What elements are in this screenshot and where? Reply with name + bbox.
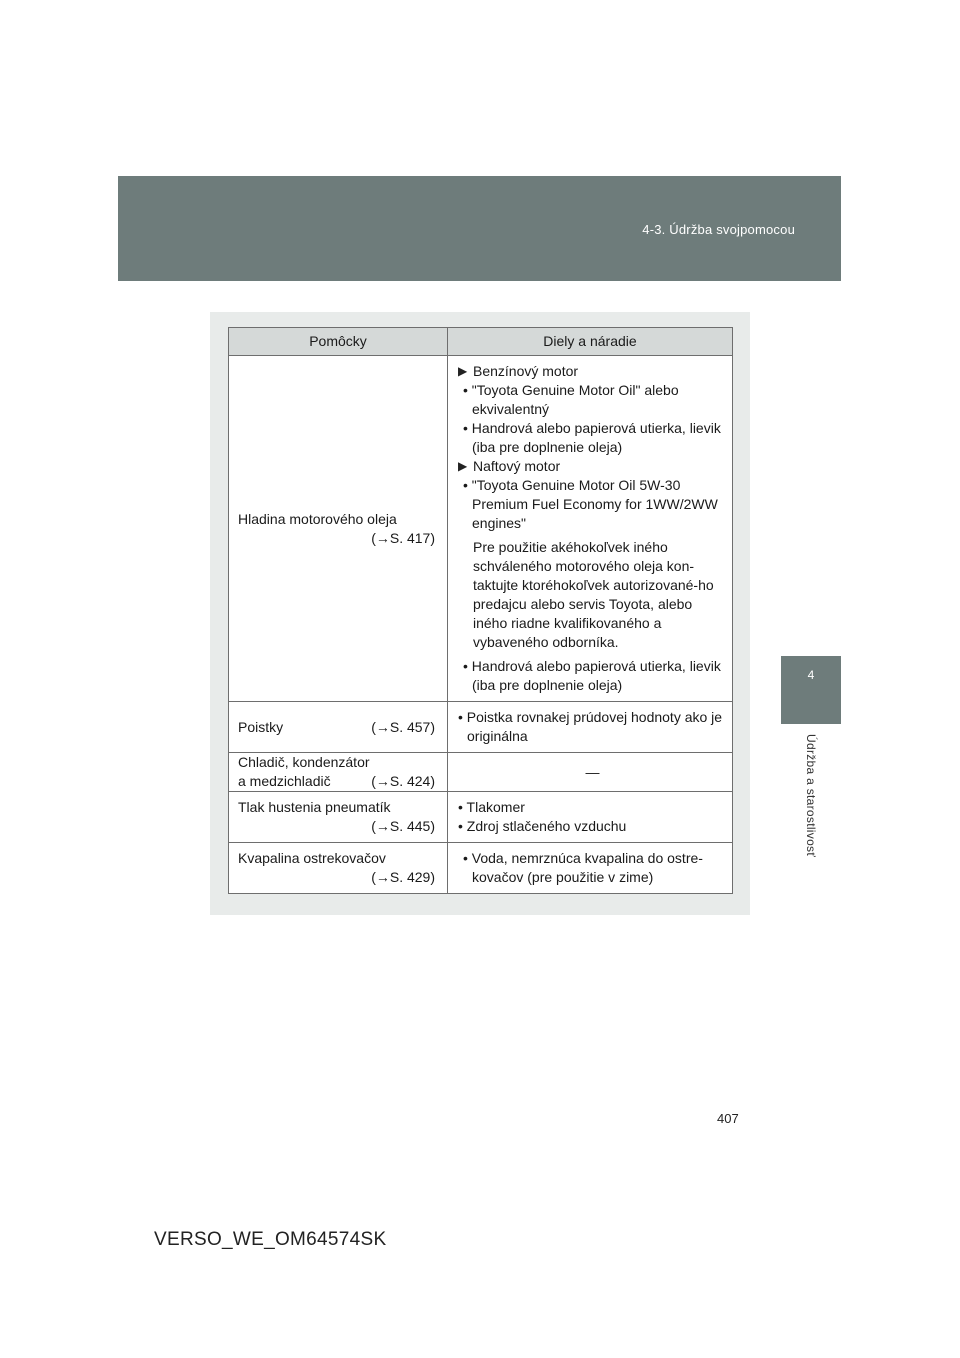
item-label: Kvapalina ostrekovačov	[238, 850, 386, 866]
petrol-engine-title: Benzínový motor	[473, 363, 579, 379]
chapter-label-vertical	[804, 734, 820, 874]
chapter-number: 4	[807, 668, 815, 682]
list-item: • Voda, nemrznúca kvapalina do ostre-kovačov (pre použitie v zime)	[463, 850, 703, 885]
maintenance-tools-table	[228, 327, 733, 894]
table-header-row	[229, 328, 733, 356]
chapter-tab	[781, 656, 841, 724]
cell-item-engine-oil	[229, 356, 448, 702]
cell-item-radiator	[229, 753, 448, 792]
diesel-engine-heading	[458, 457, 727, 476]
page-reference: (→S. 429)	[371, 869, 435, 885]
col-header-tools: Pomôcky	[229, 328, 448, 356]
item-label: Hladina motorového oleja	[238, 510, 397, 527]
cell-parts-fuses	[448, 702, 733, 753]
list-item: • Zdroj stlačeného vzduchu	[458, 818, 627, 834]
document-code: VERSO_WE_OM64574SK	[154, 1229, 387, 1250]
list-item: • Poistka rovnakej prúdovej hodnoty ako je originálna	[458, 709, 723, 744]
list-item: • "Toyota Genuine Motor Oil 5W-30 Premium Fuel Economy for 1WW/2WW engines"	[463, 477, 718, 531]
diesel-engine-title: Naftový motor	[473, 458, 561, 474]
list-item: • "Toyota Genuine Motor Oil" alebo ekvivalentný	[463, 382, 679, 417]
page-reference: (→S. 445)	[371, 818, 435, 834]
diesel-note: Pre použitie akéhokoľvek iného schváleného motorového oleja kon-taktujte ktoréhokoľvek autorizované-ho predajcu alebo servis Toyota, alebo iného riadne kvalifikovaného a vybaveného odborníka.	[473, 539, 714, 650]
cell-item-tire-pressure	[229, 792, 448, 843]
section-title: 4-3. Údržba svojpomocou	[642, 222, 795, 237]
table-row-washer-fluid	[229, 843, 733, 894]
page-number: 407	[717, 1111, 739, 1126]
triangle-bullet-icon: ▶	[458, 364, 468, 378]
petrol-engine-heading	[458, 362, 727, 381]
cell-parts-engine-oil	[448, 356, 733, 702]
list-item: • Handrová alebo papierová utierka, lievik (iba pre doplnenie oleja)	[463, 658, 721, 693]
page-reference: (→S. 424)	[371, 773, 435, 789]
item-label: Tlak hustenia pneumatík	[238, 799, 391, 815]
cell-parts-washer-fluid	[448, 843, 733, 894]
chapter-label: Údržba a starostlivosť	[804, 734, 818, 858]
cell-item-washer-fluid	[229, 843, 448, 894]
cell-item-fuses	[229, 702, 448, 753]
page-reference: (→S. 457)	[371, 718, 435, 735]
triangle-bullet-icon: ▶	[458, 459, 468, 473]
cell-parts-tire-pressure	[448, 792, 733, 843]
page-reference: (→S. 417)	[371, 529, 435, 546]
item-label-line2: a medzichladič	[238, 773, 331, 789]
item-label: Chladič, kondenzátor	[238, 754, 370, 770]
list-item: • Tlakomer	[458, 799, 525, 815]
list-item: • Handrová alebo papierová utierka, lievik (iba pre doplnenie oleja)	[463, 420, 721, 455]
header-band	[118, 176, 841, 281]
table-row-radiator	[229, 753, 733, 792]
table-row-fuses	[229, 702, 733, 753]
col-header-parts: Diely a náradie	[448, 328, 733, 356]
item-label: Poistky	[238, 718, 284, 735]
table-row-tire-pressure	[229, 792, 733, 843]
cell-parts-radiator: —	[448, 753, 733, 792]
table-row-engine-oil	[229, 356, 733, 702]
